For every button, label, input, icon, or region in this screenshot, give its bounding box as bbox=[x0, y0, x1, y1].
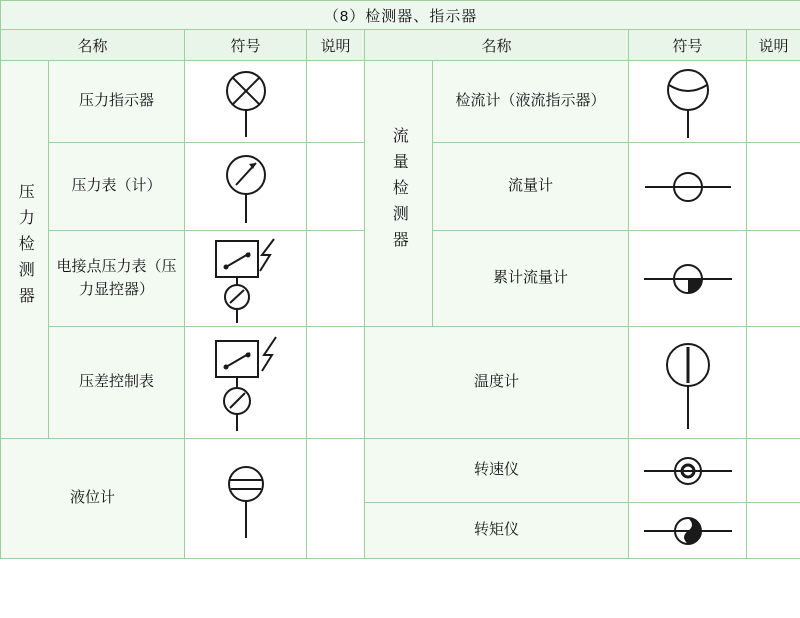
torque-meter-inline-icon bbox=[629, 511, 746, 551]
symbol-totalizing-flow-meter bbox=[629, 231, 747, 327]
note-level-gauge bbox=[307, 439, 365, 559]
row-label-differential-pressure-controller: 压差控制表 bbox=[49, 327, 185, 439]
note-pressure-indicator bbox=[307, 61, 365, 143]
flow-meter-inline-icon bbox=[629, 165, 746, 209]
title-row bbox=[1, 1, 800, 30]
row-label-pressure-gauge: 压力表（计） bbox=[49, 143, 185, 231]
row-label-totalizing-flow-meter: 累计流量计 bbox=[433, 231, 629, 327]
row-label-level-gauge: 液位计 bbox=[1, 439, 185, 559]
group-label-pressure-detector: 压力检测器 bbox=[1, 61, 49, 439]
table-row bbox=[1, 327, 800, 439]
note-tachometer bbox=[747, 439, 800, 503]
group-label-flow-detector: 流量检测器 bbox=[365, 61, 433, 327]
row-label-flow-meter: 流量计 bbox=[433, 143, 629, 231]
thermometer-gauge-icon bbox=[629, 335, 746, 431]
note-flow-indicator bbox=[747, 61, 800, 143]
header-row bbox=[1, 30, 800, 61]
table-row bbox=[1, 61, 800, 143]
electric-contact-pressure-gauge-icon bbox=[185, 233, 306, 325]
note-thermometer bbox=[747, 327, 800, 439]
table-row bbox=[1, 439, 800, 503]
row-label-torque-meter: 转矩仪 bbox=[365, 503, 629, 559]
note-pressure-gauge bbox=[307, 143, 365, 231]
symbol-thermometer bbox=[629, 327, 747, 439]
row-label-pressure-indicator: 压力指示器 bbox=[49, 61, 185, 143]
symbol-pressure-gauge bbox=[185, 143, 307, 231]
page-title: （8）检测器、指示器 bbox=[1, 1, 800, 30]
note-flow-meter bbox=[747, 143, 800, 231]
symbol-pressure-indicator bbox=[185, 61, 307, 143]
row-label-flow-indicator: 检流计（液流指示器） bbox=[433, 61, 629, 143]
totalizing-flow-meter-icon bbox=[629, 256, 746, 302]
pressure-indicator-circle-cross-icon bbox=[185, 65, 306, 139]
symbol-level-gauge bbox=[185, 439, 307, 559]
symbol-differential-pressure-controller bbox=[185, 327, 307, 439]
symbol-flow-indicator bbox=[629, 61, 747, 143]
note-electric-contact-gauge bbox=[307, 231, 365, 327]
note-torque-meter bbox=[747, 503, 800, 559]
symbol-electric-contact-gauge bbox=[185, 231, 307, 327]
level-gauge-icon bbox=[185, 456, 306, 542]
header-name-left: 名称 bbox=[1, 30, 185, 61]
row-label-thermometer: 温度计 bbox=[365, 327, 629, 439]
header-symbol-left: 符号 bbox=[185, 30, 307, 61]
note-totalizing-flow-meter bbox=[747, 231, 800, 327]
header-note-left: 说明 bbox=[307, 30, 365, 61]
differential-pressure-controller-icon bbox=[185, 331, 306, 435]
pressure-gauge-needle-icon bbox=[185, 149, 306, 225]
symbol-flow-meter bbox=[629, 143, 747, 231]
tachometer-inline-icon bbox=[629, 451, 746, 491]
note-differential-pressure-controller bbox=[307, 327, 365, 439]
flow-indicator-circle-icon bbox=[629, 64, 746, 140]
header-name-right: 名称 bbox=[365, 30, 629, 61]
row-label-tachometer: 转速仪 bbox=[365, 439, 629, 503]
symbol-tachometer bbox=[629, 439, 747, 503]
symbol-torque-meter bbox=[629, 503, 747, 559]
row-label-electric-contact-gauge: 电接点压力表（压力显控器） bbox=[49, 231, 185, 327]
header-note-right: 说明 bbox=[747, 30, 800, 61]
header-symbol-right: 符号 bbox=[629, 30, 747, 61]
